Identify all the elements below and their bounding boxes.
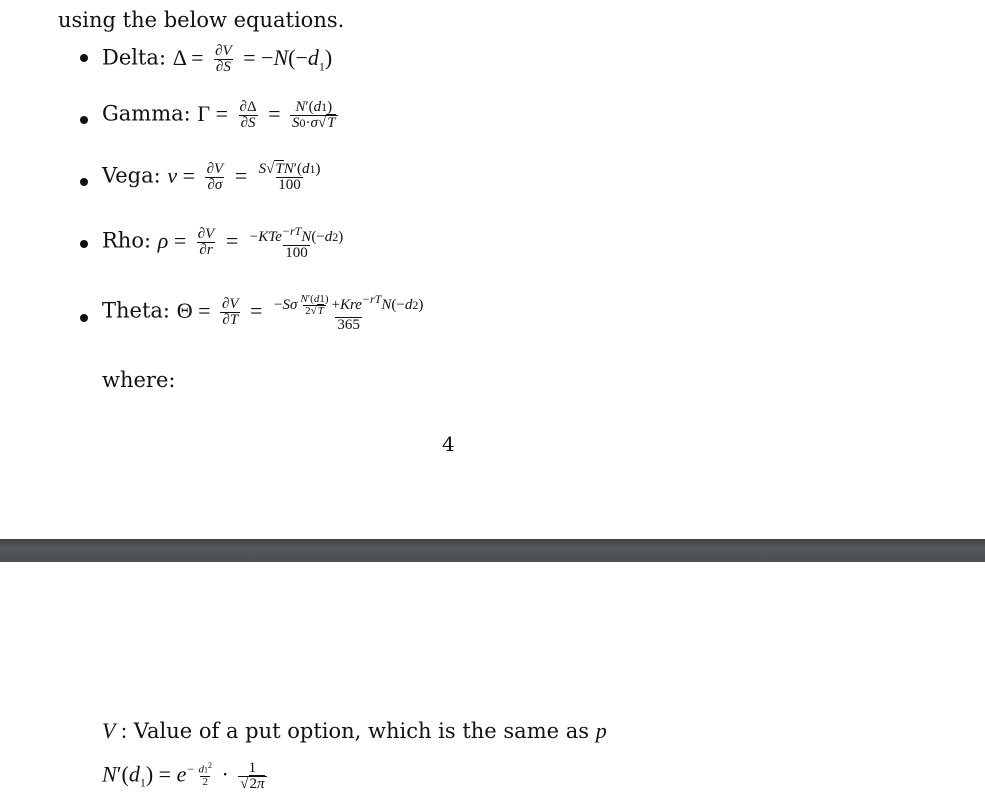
intro-text: using the below equations. (58, 8, 345, 32)
bullet (80, 178, 88, 186)
v-definition-line: V : Value of a put option, which is the same as p (102, 718, 607, 743)
rho-formula: ρ = $\frac{\partial V}{\partial r}$ = $\frac{-KTe^{-rT}N(-d2)}{100}$ (157, 224, 344, 261)
greek-symbol: ν (167, 162, 178, 188)
where-label: where: (102, 368, 176, 392)
greek-gamma (102, 100, 342, 131)
theta-formula: Θ = $\frac{\partial V}{\partial T}$ = −Sσ $\frac{N'(d1)}{2√T}$ +Kre$^{-rT}$N(−d2) 365 (176, 292, 424, 334)
greek-vega (102, 162, 326, 193)
greek-label: Rho: (102, 228, 152, 253)
greek-label: Vega: (102, 163, 161, 188)
v-definition: Value of a put option, which is the same as (133, 719, 590, 743)
gamma-formula: Γ = $\frac{\partial\Delta}{\partial S}$ = $\frac{N'(d1)}{S0\cdot\sigma√T}$ (197, 99, 336, 131)
greek-delta (102, 44, 332, 79)
vega-formula: ν = $\frac{\partial V}{\partial\sigma}$ = $\frac{S√TN'(d1)}{100}$ (167, 161, 321, 193)
greek-symbol: Θ (176, 297, 193, 323)
delta-formula: Δ = $\frac{\partial V}{\partial S}$ = $-N(-d_1)$ (172, 43, 333, 75)
greek-symbol: Δ (172, 44, 186, 70)
page-number: 4 (442, 432, 455, 456)
greek-label: Theta: (102, 298, 170, 323)
bullet (80, 54, 88, 62)
greek-symbol: Γ (197, 100, 211, 126)
greek-label: Delta: (102, 45, 167, 70)
greek-symbol: ρ (157, 227, 169, 253)
greek-rho (102, 224, 349, 261)
n-prime-formula: $N'(d_1) = e^-$ $\frac{d1^2}{2}$ · $\frac{1}{√2\pi}$ (102, 759, 265, 792)
greek-label: Gamma: (102, 101, 191, 126)
bullet (80, 116, 88, 124)
p-symbol: p (595, 718, 607, 743)
v-symbol: V (102, 718, 116, 743)
bullet (80, 240, 88, 248)
bullet (80, 314, 88, 322)
greek-theta (102, 292, 429, 333)
page-divider (0, 539, 985, 562)
